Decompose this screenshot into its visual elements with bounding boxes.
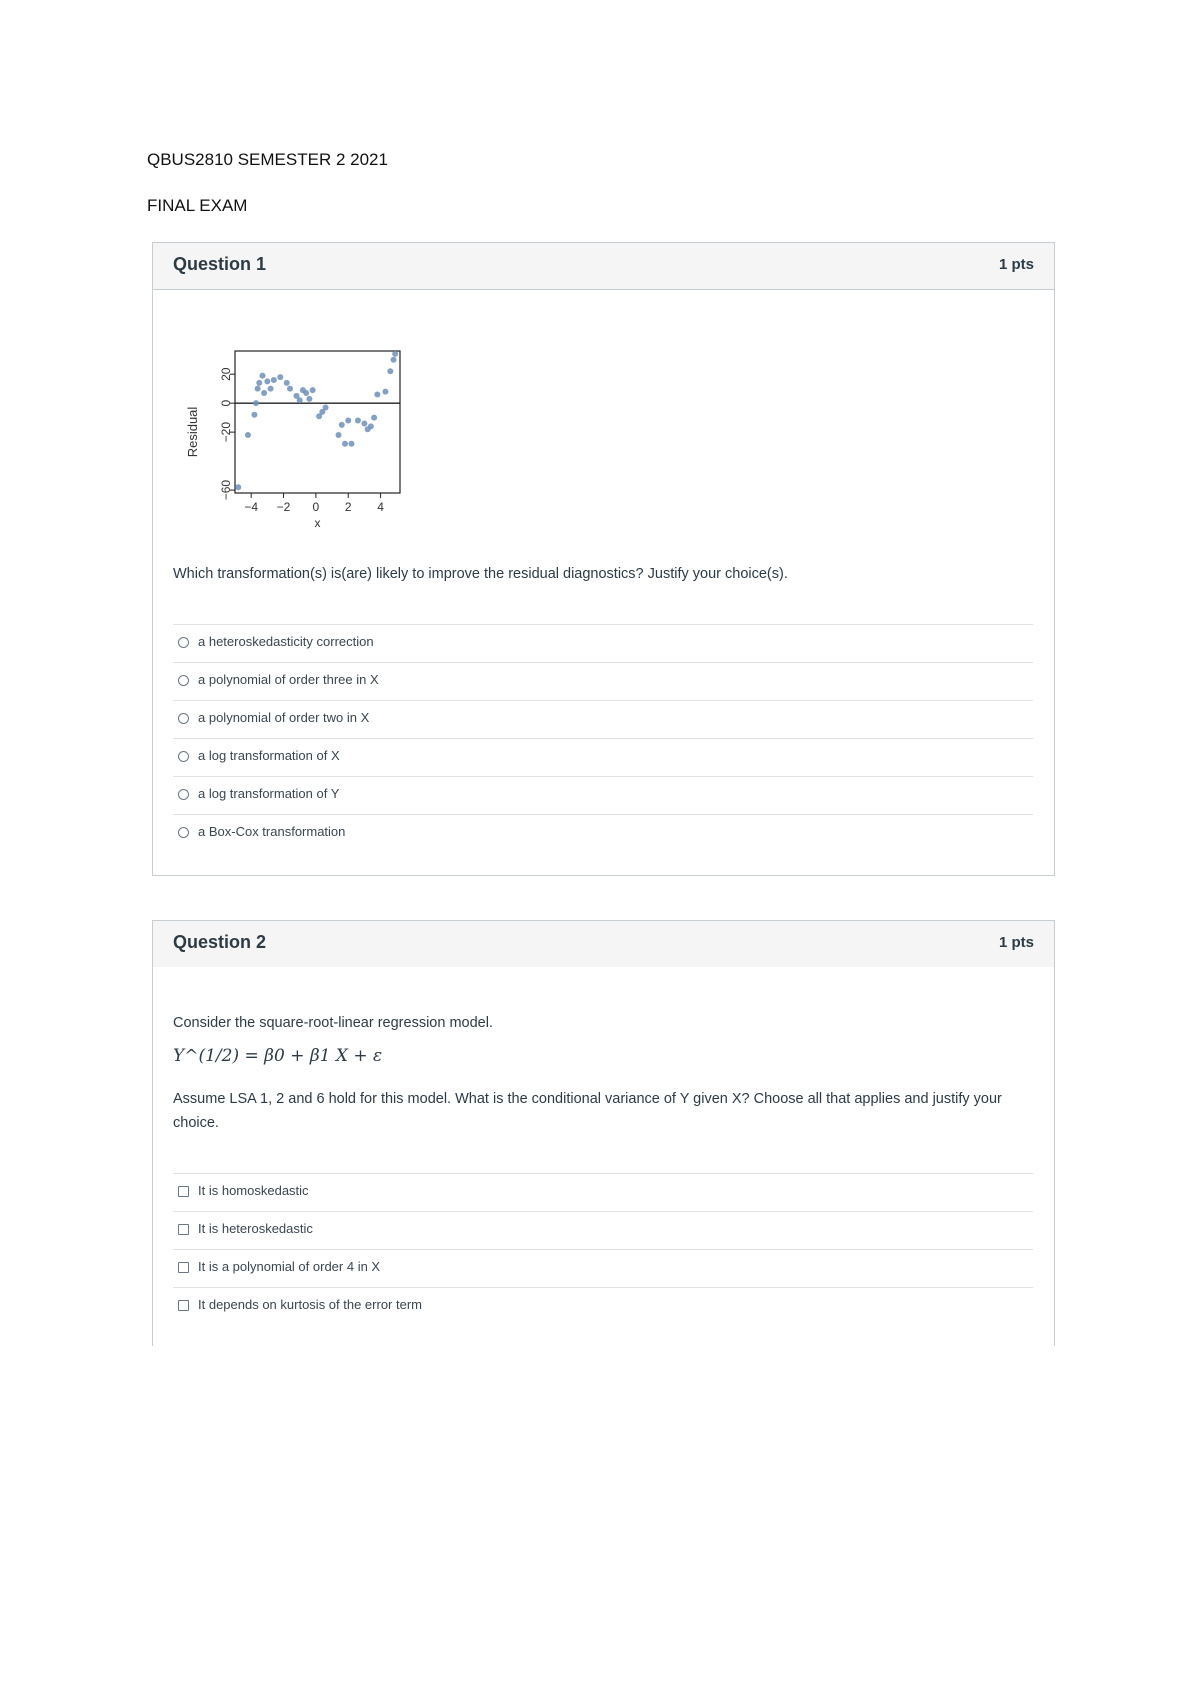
data-point	[256, 380, 262, 386]
x-tick-label: 0	[312, 500, 320, 514]
x-tick-label: −2	[276, 500, 291, 514]
radio-button[interactable]	[178, 751, 189, 762]
answer-option[interactable]	[173, 1211, 1033, 1249]
data-point	[271, 377, 277, 383]
question-1-prompt: Which transformation(s) is(are) likely to improve the residual diagnostics? Justify your choice(s).	[173, 566, 788, 582]
answer-option[interactable]	[173, 624, 1033, 662]
radio-button[interactable]	[178, 789, 189, 800]
question-1-card	[152, 242, 1055, 876]
question-1-points: 1 pts	[998, 256, 1034, 273]
data-point	[287, 386, 293, 392]
answer-option[interactable]	[173, 738, 1033, 776]
answer-option[interactable]	[173, 700, 1033, 738]
answer-option[interactable]	[173, 814, 1033, 852]
question-2-answers	[173, 1173, 1033, 1325]
data-point	[387, 368, 393, 374]
answer-option[interactable]	[173, 662, 1033, 700]
question-2-prompt: Assume LSA 1, 2 and 6 hold for this model. What is the conditional variance of Y given X? Choose all that applies and justify your choice.	[173, 1091, 1002, 1131]
radio-button[interactable]	[178, 827, 189, 838]
x-tick-label: 2	[344, 500, 352, 514]
data-point	[348, 441, 354, 447]
checkbox[interactable]	[178, 1224, 189, 1235]
question-2-header	[153, 921, 1054, 967]
radio-button[interactable]	[178, 675, 189, 686]
data-point	[284, 380, 290, 386]
data-point	[345, 418, 351, 424]
data-point	[245, 432, 251, 438]
data-point	[374, 391, 380, 397]
data-point	[251, 412, 257, 418]
question-2-intro: Consider the square-root-linear regression model.	[173, 1015, 493, 1031]
answer-label: a log transformation of Y	[198, 786, 340, 801]
x-axis-label: x	[314, 516, 321, 530]
data-point	[342, 441, 348, 447]
x-tick-label: 4	[377, 500, 384, 514]
data-point	[336, 432, 342, 438]
answer-option[interactable]	[173, 1249, 1033, 1287]
y-axis-label: Residual	[185, 406, 200, 458]
question-2-title: Question 2	[173, 932, 267, 952]
data-point	[310, 387, 316, 393]
question-2-card	[152, 920, 1055, 1346]
data-point	[382, 389, 388, 395]
data-point	[371, 415, 377, 421]
radio-button[interactable]	[178, 637, 189, 648]
answer-label: It is homoskedastic	[198, 1183, 309, 1198]
answer-option[interactable]	[173, 1287, 1033, 1325]
data-point	[303, 390, 309, 396]
answer-label: a polynomial of order three in X	[198, 672, 379, 687]
answer-label: a polynomial of order two in X	[198, 710, 370, 725]
data-point	[235, 484, 241, 490]
answer-label: a Box-Cox transformation	[198, 824, 346, 839]
answer-option[interactable]	[173, 1173, 1033, 1211]
data-point	[268, 386, 274, 392]
course-title: QBUS2810 SEMESTER 2 2021	[147, 150, 388, 169]
data-point	[361, 420, 367, 426]
data-point	[297, 397, 303, 403]
question-2-points: 1 pts	[998, 934, 1034, 951]
data-point	[306, 396, 312, 402]
residual-scatter-plot	[183, 343, 413, 533]
x-tick-label: −4	[244, 500, 259, 514]
plot-frame	[235, 351, 400, 493]
data-point	[277, 374, 283, 380]
answer-label: It is a polynomial of order 4 in X	[198, 1259, 381, 1274]
data-point	[264, 378, 270, 384]
data-point	[339, 422, 345, 428]
radio-button[interactable]	[178, 713, 189, 724]
answer-label: It is heteroskedastic	[198, 1221, 313, 1236]
data-point	[260, 373, 266, 379]
checkbox[interactable]	[178, 1300, 189, 1311]
y-tick-label: −60	[219, 479, 234, 501]
answer-label: a heteroskedasticity correction	[198, 634, 374, 649]
data-point	[355, 418, 361, 424]
question-1-header	[153, 243, 1054, 290]
data-point	[391, 357, 397, 363]
y-tick-label: −20	[219, 421, 234, 443]
y-tick-label: 20	[219, 367, 234, 381]
question-1-title: Question 1	[173, 254, 267, 274]
answer-label: It depends on kurtosis of the error term	[198, 1297, 422, 1312]
exam-title: FINAL EXAM	[147, 196, 248, 215]
data-point	[261, 390, 267, 396]
data-point	[392, 351, 398, 357]
y-tick-label: 0	[219, 399, 234, 407]
regression-formula: Y^(1/2) = β0 + β1 X + ε	[173, 1046, 383, 1066]
question-1-answers	[173, 624, 1033, 852]
data-point	[323, 405, 329, 411]
checkbox[interactable]	[178, 1186, 189, 1197]
checkbox[interactable]	[178, 1262, 189, 1273]
answer-option[interactable]	[173, 776, 1033, 814]
data-point	[368, 423, 374, 429]
data-point	[255, 386, 261, 392]
answer-label: a log transformation of X	[198, 748, 340, 763]
data-point	[253, 400, 259, 406]
